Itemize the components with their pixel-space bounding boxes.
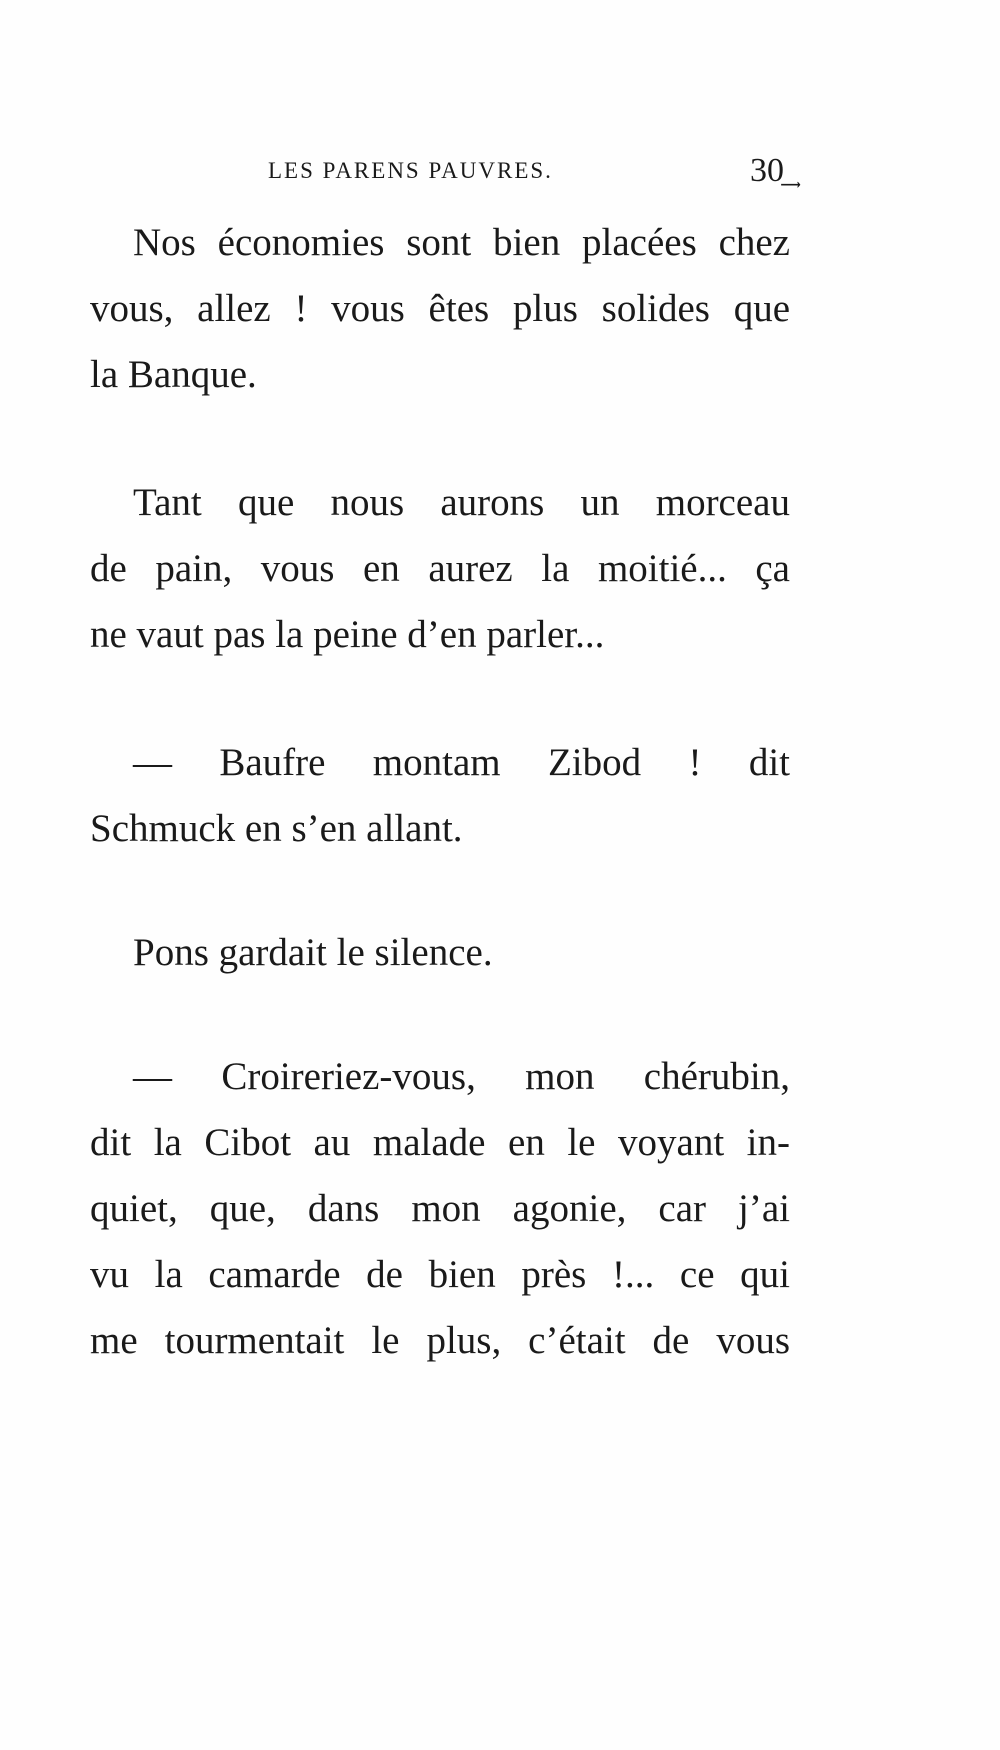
paragraph-1: [90, 210, 790, 408]
text-line: me tourmentait le plus, c’était de vous: [90, 1319, 790, 1362]
text-line: vous, allez ! vous êtes plus solides que: [90, 287, 790, 330]
text-line: Schmuck en s’en allant.: [90, 807, 463, 850]
text-line: Pons gardait le silence.: [133, 931, 493, 974]
paragraph-5: [90, 1044, 790, 1374]
running-head: [90, 152, 790, 192]
running-title: LES PARENS PAUVRES.: [268, 158, 553, 183]
paragraph-3: [90, 730, 790, 862]
text-line: — Croireriez-vous, mon chérubin,: [133, 1055, 790, 1098]
text-line: Tant que nous aurons un morceau: [133, 481, 790, 524]
text-line: la Banque.: [90, 353, 257, 396]
text-line: — Baufre montam Zibod ! dit: [133, 741, 790, 784]
text-line: de pain, vous en aurez la moitié... ça: [90, 547, 790, 590]
body-text: [90, 210, 790, 1436]
text-line: ne vaut pas la peine d’en parler...: [90, 613, 605, 656]
text-line: vu la camarde de bien près !... ce qui: [90, 1253, 790, 1296]
page-number: 30͢: [750, 152, 784, 189]
paragraph-4: [90, 920, 790, 986]
text-line: quiet, que, dans mon agonie, car j’ai: [90, 1187, 790, 1230]
text-line: Nos économies sont bien placées chez: [133, 221, 790, 264]
paragraph-2: [90, 470, 790, 668]
text-line: dit la Cibot au malade en le voyant in-: [90, 1121, 790, 1164]
